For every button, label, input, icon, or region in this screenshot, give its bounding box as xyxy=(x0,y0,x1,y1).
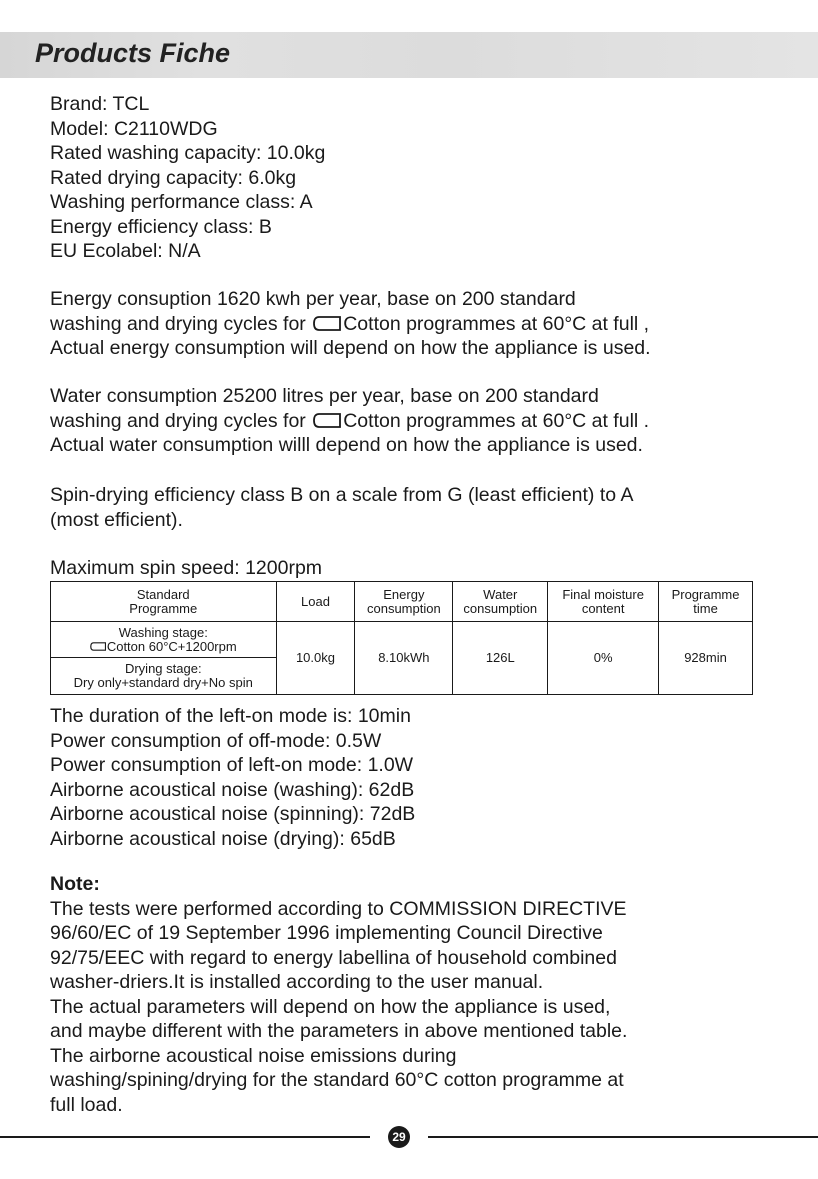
spin-paragraph xyxy=(50,483,633,532)
energy-value: 8.10kWh xyxy=(355,622,453,695)
header-time-l1: Programme xyxy=(671,586,740,602)
drying-stage-cell xyxy=(51,658,277,695)
footer-rule-right xyxy=(428,1136,818,1138)
note-line: washing/spining/drying for the standard 60°C cotton programme at xyxy=(50,1069,624,1091)
energy-line-2-end: Cotton programmes at 60°C at full , xyxy=(343,312,650,335)
off-mode-power: Power consumption of off-mode: 0.5W xyxy=(50,729,382,752)
water-line-2-end: Cotton programmes at 60°C at full . xyxy=(343,409,650,432)
note-line: washer-driers.It is installed according to the user manual. xyxy=(50,971,544,993)
header-water-l1: Water xyxy=(483,586,518,602)
spec-model: Model: C2110WDG xyxy=(50,117,218,140)
header-water xyxy=(453,582,548,622)
table-row-washing xyxy=(51,622,753,658)
programme-time-value: 928min xyxy=(659,622,753,695)
spec-list xyxy=(50,92,325,264)
noise-washing: Airborne acoustical noise (washing): 62dB xyxy=(50,778,415,801)
spin-line-1: Spin-drying efficiency class B on a scale from G (least efficient) to A xyxy=(50,484,634,506)
note-line: The airborne acoustical noise emissions during xyxy=(50,1044,457,1067)
header-moisture-l2: content xyxy=(581,600,625,616)
header-standard-l2: Programme xyxy=(129,600,198,616)
max-spin-text: Maximum spin speed: 1200rpm xyxy=(50,557,323,579)
note-section xyxy=(50,872,627,1117)
header-time-l2: time xyxy=(693,600,718,616)
note-line: and maybe different with the parameters in above mentioned table. xyxy=(50,1020,628,1042)
energy-line-1: Energy consuption 1620 kwh per year, base on 200 standard xyxy=(50,288,576,310)
water-line-2-start: washing and drying cycles for xyxy=(50,409,312,432)
mode-list xyxy=(50,704,415,851)
note-line: full load. xyxy=(50,1093,123,1116)
load-value: 10.0kg xyxy=(276,622,355,695)
drying-stage-value: Dry only+standard dry+No spin xyxy=(73,675,253,690)
note-line: The actual parameters will depend on how the appliance is used, xyxy=(50,995,611,1018)
noise-drying: Airborne acoustical noise (drying): 65dB xyxy=(50,827,396,850)
cotton-programme-icon xyxy=(313,313,341,328)
water-line-1: Water consumption 25200 litres per year, base on 200 standard xyxy=(50,385,599,407)
header-water-l2: consumption xyxy=(463,600,538,616)
spec-brand: Brand: TCL xyxy=(50,93,150,115)
cotton-programme-icon xyxy=(90,640,106,649)
washing-stage-value: Cotton 60°C+1200rpm xyxy=(106,638,237,654)
header-standard-programme xyxy=(51,582,277,622)
spec-drying-capacity: Rated drying capacity: 6.0kg xyxy=(50,166,297,189)
moisture-value: 0% xyxy=(548,622,659,695)
cotton-programme-icon xyxy=(313,410,341,425)
header-energy xyxy=(355,582,453,622)
table-header-row xyxy=(51,582,753,622)
page-number: 29 xyxy=(388,1126,410,1148)
note-line: 96/60/EC of 19 September 1996 implementing Council Directive xyxy=(50,922,603,944)
note-title: Note: xyxy=(50,873,100,895)
header-load: Load xyxy=(276,582,355,622)
header-energy-l2: consumption xyxy=(366,600,441,616)
water-paragraph xyxy=(50,384,649,458)
energy-line-3: Actual energy consumption will depend on how the appliance is used. xyxy=(50,337,651,359)
header-energy-l1: Energy xyxy=(383,586,425,602)
drying-stage-label: Drying stage: xyxy=(124,661,202,676)
energy-line-2 xyxy=(50,312,651,337)
header-programme-time xyxy=(659,582,753,622)
noise-spinning: Airborne acoustical noise (spinning): 72dB xyxy=(50,803,416,825)
programme-table xyxy=(50,581,753,695)
footer-rule-left xyxy=(0,1136,370,1138)
page-title: Products Fiche xyxy=(35,38,231,68)
energy-line-2-start: washing and drying cycles for xyxy=(50,312,312,335)
washing-stage-cell xyxy=(51,622,277,658)
max-spin-speed xyxy=(50,556,322,581)
header-moisture-l1: Final moisture xyxy=(562,586,644,602)
header-standard-l1: Standard xyxy=(136,586,190,602)
header-moisture xyxy=(548,582,659,622)
washing-stage-label: Washing stage: xyxy=(118,624,208,640)
spec-washing-class: Washing performance class: A xyxy=(50,191,313,213)
spec-washing-capacity: Rated washing capacity: 10.0kg xyxy=(50,142,326,164)
note-line: The tests were performed according to COMMISSION DIRECTIVE xyxy=(50,897,627,920)
water-line-3: Actual water consumption willl depend on how the appliance is used. xyxy=(50,434,643,456)
water-value: 126L xyxy=(453,622,548,695)
left-on-power: Power consumption of left-on mode: 1.0W xyxy=(50,754,414,776)
left-on-duration: The duration of the left-on mode is: 10min xyxy=(50,705,411,727)
spec-ecolabel: EU Ecolabel: N/A xyxy=(50,240,201,262)
note-line: 92/75/EEC with regard to energy labellina of household combined xyxy=(50,946,617,969)
energy-paragraph xyxy=(50,287,651,361)
spec-energy-class: Energy efficiency class: B xyxy=(50,215,272,238)
spin-line-2: (most efficient). xyxy=(50,508,183,531)
water-line-2 xyxy=(50,409,649,434)
